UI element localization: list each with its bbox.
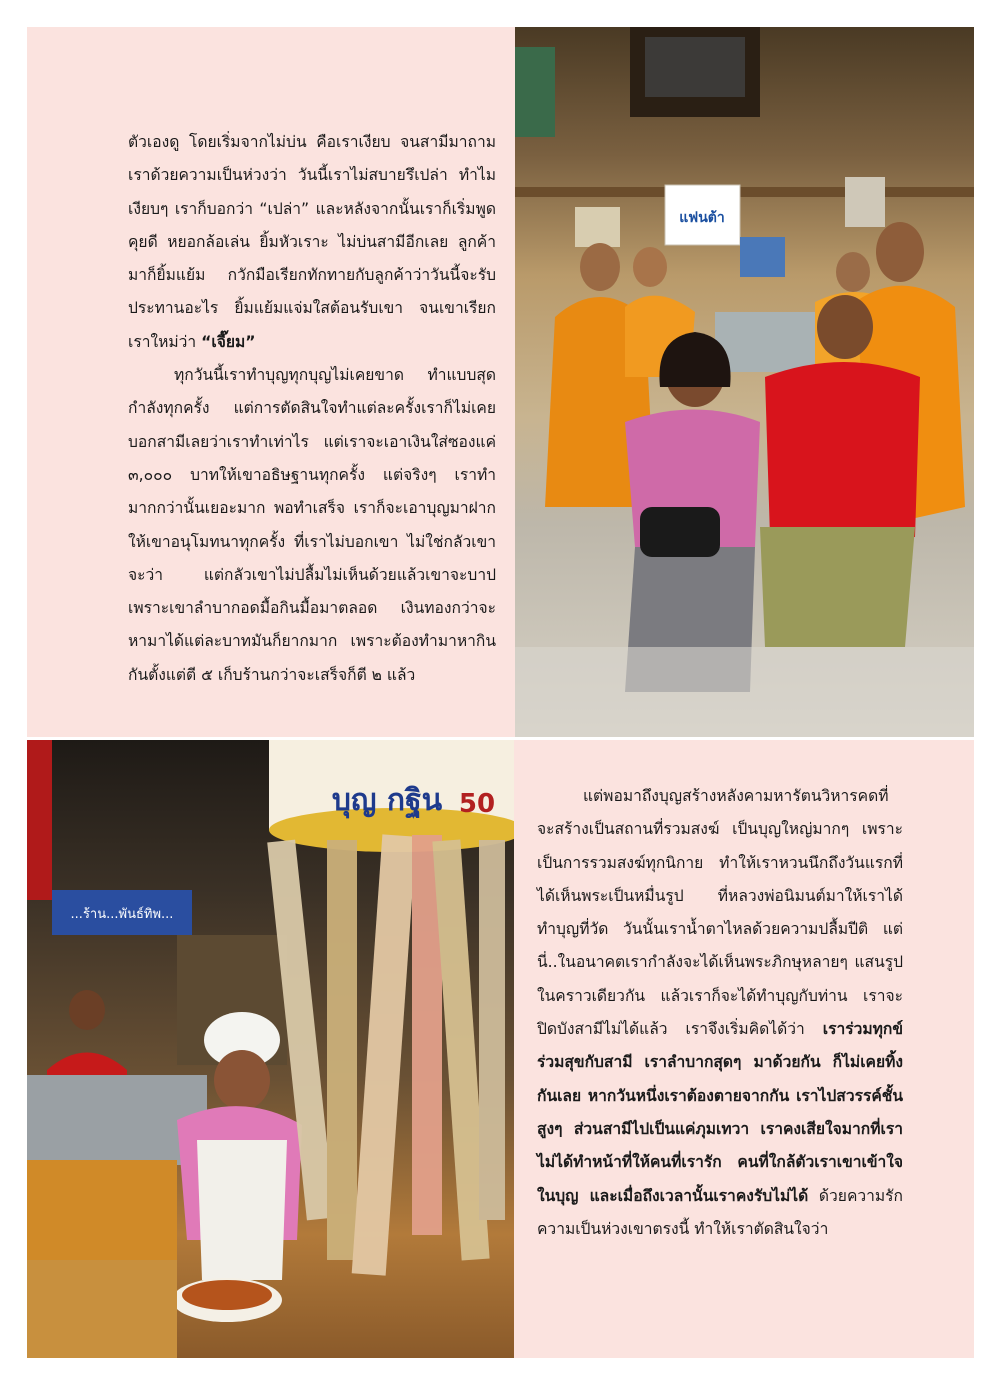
article-text-right (537, 780, 903, 1246)
paragraph-3-bold: เราร่วมทุกข์ร่วมสุขกับสามี เราลำบากสุดๆ มาด้วยกัน ก็ไม่เคยทิ้งกันเลย หากวันหนึ่งเราต้องตายจากกัน เราไปสวรรค์ชั้นสูงๆ ส่วนสามีไปเป็นแค่ภุมเทวา เราคงเสียใจมากที่เราไม่ได้ทำหน้าที่ให้คนที่เรารัก คนที่ใกล้ตัวเราเขาเข้าใจในบุญ และเมื่อถึงเวลานั้นเราคงรับไม่ได้ (537, 1020, 903, 1205)
paragraph-3-tail: ด้วยความรัก ความเป็นห่วงเขาตรงนี้ ทำให้เราตัดสินใจว่า (537, 1186, 903, 1238)
paragraph-3 (537, 780, 903, 1246)
photo-monks-and-couple (515, 27, 974, 737)
paragraph-1-text: ตัวเองดู โดยเริ่มจากไม่บ่น คือเราเงียบ จนสามีมาถามเราด้วยความเป็นห่วงว่า วันนี้เราไม่สบายรึเปล่า ทำไมเงียบๆ เราก็บอกว่า “เปล่า” และหลังจากนั้นเราก็เริ่มพูดคุยดี หยอกล้อเล่น ยิ้มหัวเราะ ไม่บ่นสามีอีกเลย ลูกค้ามาก็ยิ้มแย้ม กวักมือเรียกทักทายกับลูกค้าว่าวันนี้จะรับประทานอะไร ยิ้มแย้มแจ่มใสต้อนรับเขา จนเขาเรียกเราใหม่ว่า (128, 133, 496, 351)
shop-sign-text: ...ร้าน...พันธ์ทิพ... (70, 907, 174, 922)
nickname-bold: “เจี๊ยม” (201, 332, 256, 351)
paragraph-1 (128, 126, 496, 359)
paragraph-2: ทุกวันนี้เราทำบุญทุกบุญไม่เคยขาด ทำแบบสุดกำลังทุกครั้ง แต่การตัดสินใจทำแต่ละครั้งเราก็ไม่เคยบอกสามีเลยว่าเราทำเท่าไร แต่เราจะเอาเงินใส่ซองแค่ ๓,๐๐๐ บาทให้เขาอธิษฐานทุกครั้ง แต่จริงๆ เราทำมากกว่านั้นเยอะมาก พอทำเสร็จ เราก็จะเอาบุญมาฝากให้เขาอนุโมทนาทุกครั้ง ที่เราไม่บอกเขา ไม่ใช่กลัวเขาจะว่า แต่กลัวเขาไม่ปลื้มไม่เห็นด้วยแล้วเขาจะบาป เพราะเขาลำบากอดมื้อกินมื้อมาตลอด เงินทองกว่าจะหามาได้แต่ละบาทมันก็ยากมาก เพราะต้องทำมาหากินกันตั้งแต่ตี ๕ เก็บร้านกว่าจะเสร็จก็ตี ๒ แล้ว (128, 366, 496, 684)
photo-monks-illustration (515, 27, 974, 737)
paragraph-3-text: แต่พอมาถึงบุญสร้างหลังคามหารัตนวิหารคดที่จะสร้างเป็นสถานที่รวมสงฆ์ เป็นบุญใหญ่มากๆ เพราะเป็นการรวมสงฆ์ทุกนิกาย ทำให้เราหวนนึกถึงวันแรกที่ได้เห็นพระเป็นหมื่นรูป ที่หลวงพ่อนิมนต์มาให้เราได้ทำบุญที่วัด วันนั้นเราน้ำตาไหลด้วยความปลื้มปีติ แต่นี่..ในอนาคตเรากำลังจะได้เห็นพระภิกษุหลายๆ แสนรูปในคราวเดียวกัน แล้วเราก็จะได้ทำบุญกับท่าน เราจะปิดบังสามีไม่ได้แล้ว เราจึงเริ่มคิดได้ว่า (537, 787, 903, 1039)
kathin-banner-text: บุญ กฐิน (331, 783, 443, 818)
photo-market-illustration (27, 740, 514, 1358)
photo-market-money-tree (27, 740, 514, 1358)
fanta-sign-text: แฟนต้า (679, 210, 725, 226)
article-text-left (128, 126, 496, 692)
banner-number-text: 50 (458, 789, 496, 819)
